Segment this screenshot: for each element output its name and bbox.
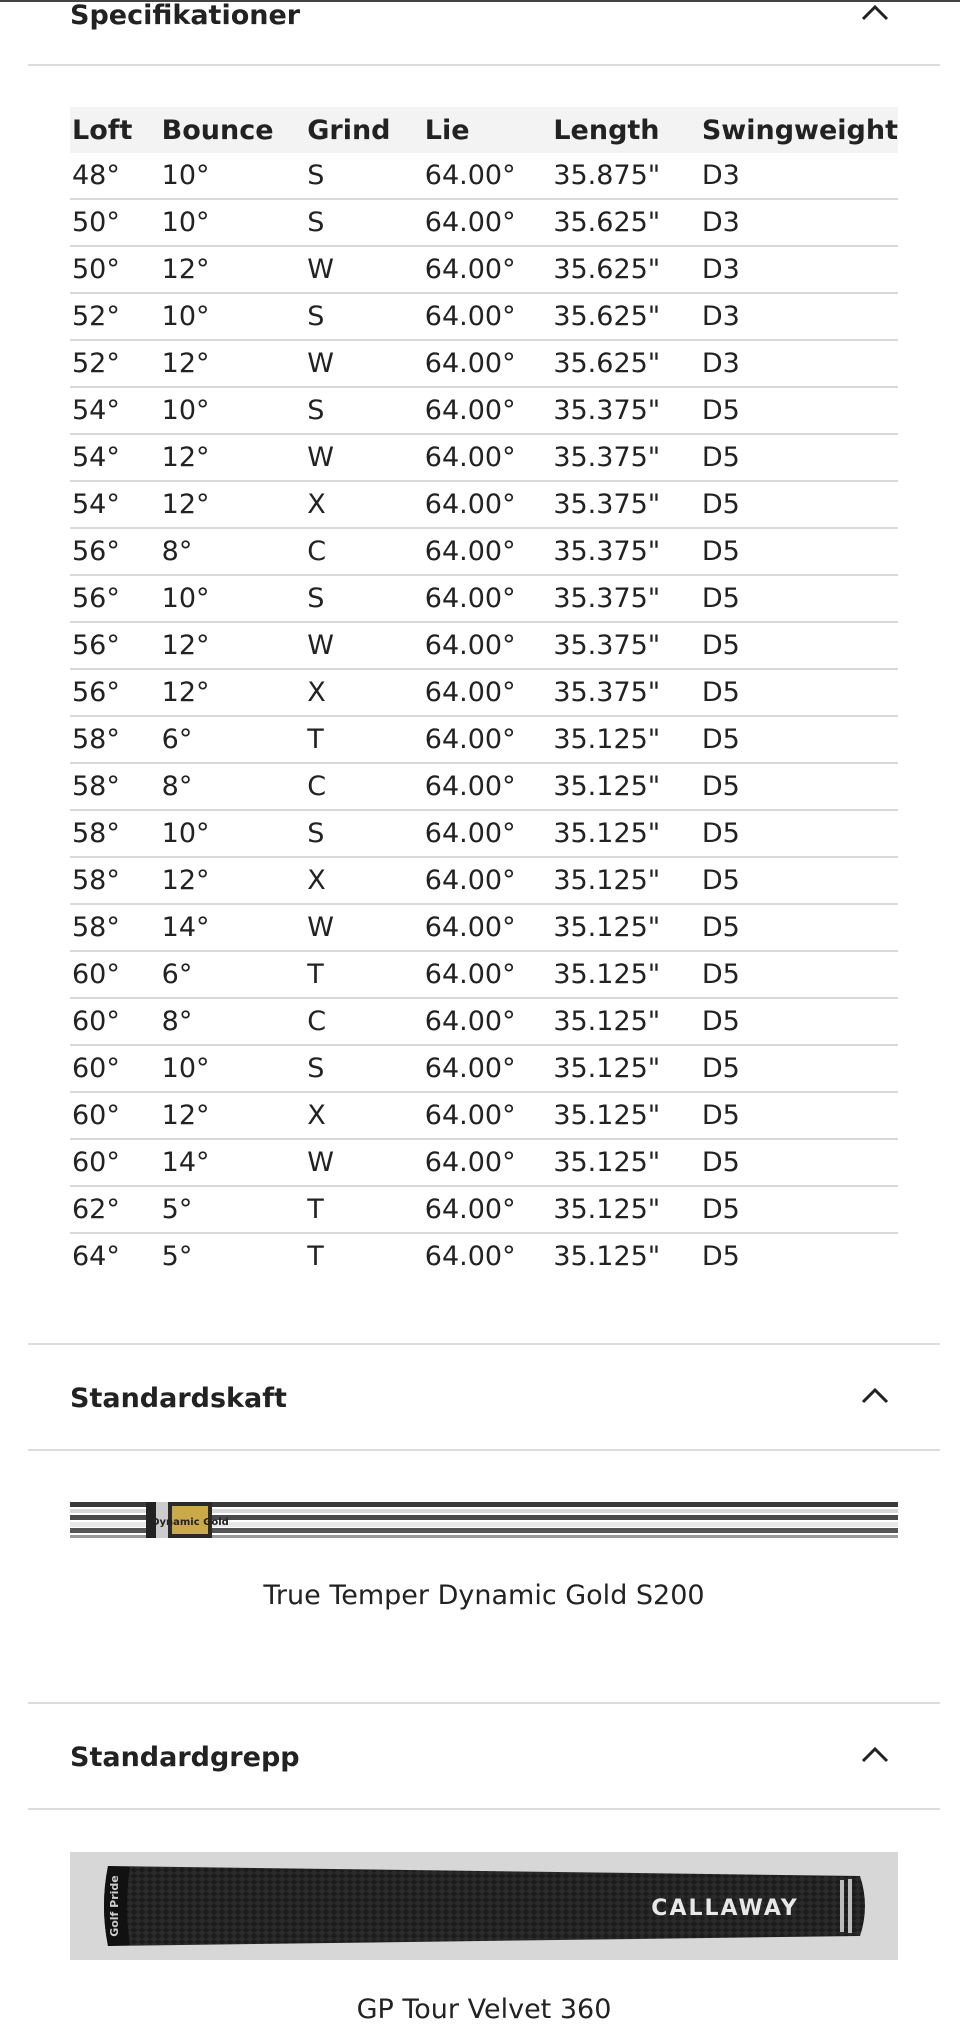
cell-lie: 64.00°	[423, 153, 552, 199]
cell-bounce: 10°	[160, 1045, 306, 1092]
table-row	[70, 622, 898, 669]
specs-section-header[interactable]	[28, 0, 940, 66]
cell-bounce: 12°	[160, 857, 306, 904]
specs-section-title: Specifikationer	[70, 0, 301, 31]
cell-length: 35.125"	[551, 1045, 700, 1092]
cell-lie: 64.00°	[423, 528, 552, 575]
svg-text:Golf Pride: Golf Pride	[108, 1875, 121, 1937]
cell-grind: T	[307, 1241, 324, 1272]
cell-bounce: 6°	[160, 951, 306, 998]
cell-lie: 64.00°	[423, 1186, 552, 1233]
cell-swingweight: D3	[700, 153, 898, 199]
cell-swingweight: D5	[701, 1241, 740, 1272]
cell-bounce: 12°	[160, 622, 306, 669]
table-row	[70, 1233, 898, 1279]
cell-length: 35.375"	[551, 622, 700, 669]
table-row	[70, 810, 898, 857]
grip-section-header[interactable]	[28, 1704, 940, 1810]
cell-lie: 64.00°	[423, 293, 552, 340]
cell-grind: W	[305, 622, 423, 669]
cell-swingweight: D5	[700, 622, 898, 669]
cell-loft: 52°	[70, 340, 160, 387]
cell-bounce: 10°	[160, 293, 306, 340]
cell-loft: 56°	[70, 622, 160, 669]
cell-grind: S	[305, 810, 423, 857]
cell-loft: 58°	[70, 763, 160, 810]
cell-lie: 64.00°	[423, 387, 552, 434]
cell-length: 35.125"	[551, 857, 700, 904]
cell-bounce: 10°	[160, 153, 306, 199]
cell-lie: 64.00°	[423, 716, 552, 763]
table-row	[70, 1045, 898, 1092]
cell-bounce: 6°	[160, 716, 306, 763]
col-lie: Lie	[423, 107, 552, 153]
cell-bounce: 10°	[160, 575, 306, 622]
cell-loft: 58°	[70, 904, 160, 951]
cell-swingweight: D5	[700, 575, 898, 622]
cell-loft: 54°	[70, 387, 160, 434]
cell-length: 35.625"	[551, 293, 700, 340]
table-row	[70, 199, 898, 246]
cell-length: 35.125"	[551, 1186, 700, 1233]
cell-length: 35.125"	[551, 951, 700, 998]
cell-loft: 60°	[70, 951, 160, 998]
cell-loft: 50°	[70, 246, 160, 293]
cell-swingweight: D5	[700, 998, 898, 1045]
cell-swingweight: D3	[700, 293, 898, 340]
cell-length: 35.625"	[551, 340, 700, 387]
table-row	[70, 763, 898, 810]
cell-length: 35.375"	[551, 387, 700, 434]
cell-bounce: 12°	[160, 434, 306, 481]
cell-grind: S	[305, 153, 423, 199]
cell-length: 35.375"	[551, 481, 700, 528]
cell-swingweight: D5	[700, 857, 898, 904]
cell-bounce: 10°	[160, 199, 306, 246]
table-row	[70, 904, 898, 951]
cell-length: 35.375"	[551, 528, 700, 575]
chevron-up-icon[interactable]	[860, 1744, 890, 1764]
cell-grind: S	[305, 1045, 423, 1092]
cell-lie: 64.00°	[424, 1241, 516, 1272]
cell-length: 35.375"	[551, 669, 700, 716]
svg-text:CALLAWAY: CALLAWAY	[651, 1896, 799, 1921]
cell-loft: 56°	[70, 575, 160, 622]
cell-grind: T	[305, 1186, 423, 1233]
cell-bounce: 5°	[161, 1241, 193, 1272]
cell-bounce: 10°	[160, 810, 306, 857]
cell-length: 35.125"	[551, 716, 700, 763]
cell-length: 35.875"	[551, 153, 700, 199]
cell-grind: X	[305, 857, 423, 904]
cell-grind: C	[305, 998, 423, 1045]
chevron-up-icon[interactable]	[860, 2, 890, 22]
cell-swingweight: D3	[700, 246, 898, 293]
cell-lie: 64.00°	[423, 669, 552, 716]
cell-swingweight: D5	[700, 528, 898, 575]
table-row	[70, 857, 898, 904]
cell-bounce: 8°	[160, 998, 306, 1045]
table-row	[70, 340, 898, 387]
svg-text:Dynamic Gold: Dynamic Gold	[151, 1517, 229, 1528]
cell-bounce: 12°	[160, 669, 306, 716]
cell-grind: X	[305, 481, 423, 528]
table-row	[70, 387, 898, 434]
cell-loft: 52°	[70, 293, 160, 340]
cell-loft: 62°	[70, 1186, 160, 1233]
cell-bounce: 10°	[160, 387, 306, 434]
shaft-section-header[interactable]	[28, 1345, 940, 1451]
cell-swingweight: D5	[700, 763, 898, 810]
cell-lie: 64.00°	[423, 763, 552, 810]
cell-swingweight: D5	[700, 716, 898, 763]
cell-grind: T	[305, 716, 423, 763]
table-row	[70, 998, 898, 1045]
table-row	[70, 293, 898, 340]
cell-grind: S	[305, 575, 423, 622]
specs-table	[70, 107, 898, 1279]
cell-lie: 64.00°	[423, 857, 552, 904]
cell-lie: 64.00°	[423, 1045, 552, 1092]
cell-grind: X	[305, 669, 423, 716]
cell-lie: 64.00°	[423, 481, 552, 528]
cell-lie: 64.00°	[423, 340, 552, 387]
grip-section-title: Standardgrepp	[70, 1742, 300, 1773]
cell-grind: W	[305, 340, 423, 387]
table-row	[70, 528, 898, 575]
cell-grind: W	[305, 904, 423, 951]
cell-swingweight: D5	[700, 904, 898, 951]
table-row	[70, 434, 898, 481]
cell-loft: 64°	[72, 1241, 120, 1272]
table-row	[70, 716, 898, 763]
cell-lie: 64.00°	[423, 998, 552, 1045]
table-row	[70, 575, 898, 622]
cell-swingweight: D3	[700, 199, 898, 246]
specs-header-row	[70, 107, 898, 153]
cell-lie: 64.00°	[423, 434, 552, 481]
cell-lie: 64.00°	[423, 1139, 552, 1186]
table-row	[70, 669, 898, 716]
cell-loft: 48°	[70, 153, 160, 199]
cell-swingweight: D5	[700, 387, 898, 434]
grip-name: GP Tour Velvet 360	[356, 1994, 612, 2025]
cell-grind: S	[305, 293, 423, 340]
cell-grind: W	[305, 246, 423, 293]
cell-length: 35.125"	[551, 904, 700, 951]
table-row	[70, 1092, 898, 1139]
cell-bounce: 12°	[160, 246, 306, 293]
cell-grind: X	[305, 1092, 423, 1139]
col-swingweight: Swingweight	[700, 107, 898, 153]
cell-bounce: 12°	[160, 481, 306, 528]
cell-bounce: 5°	[160, 1186, 306, 1233]
cell-loft: 58°	[70, 810, 160, 857]
col-length: Length	[551, 107, 700, 153]
cell-bounce: 14°	[160, 904, 306, 951]
table-row	[70, 246, 898, 293]
cell-lie: 64.00°	[423, 951, 552, 998]
chevron-up-icon[interactable]	[860, 1385, 890, 1405]
cell-loft: 54°	[70, 481, 160, 528]
cell-length: 35.625"	[551, 199, 700, 246]
cell-bounce: 8°	[160, 528, 306, 575]
cell-bounce: 8°	[160, 763, 306, 810]
cell-swingweight: D5	[700, 1045, 898, 1092]
cell-grind: W	[305, 434, 423, 481]
cell-swingweight: D5	[700, 1186, 898, 1233]
cell-swingweight: D5	[700, 951, 898, 998]
cell-grind: T	[305, 951, 423, 998]
cell-loft: 60°	[70, 1045, 160, 1092]
cell-grind: W	[305, 1139, 423, 1186]
cell-lie: 64.00°	[423, 199, 552, 246]
cell-loft: 58°	[70, 857, 160, 904]
cell-loft: 50°	[70, 199, 160, 246]
cell-length: 35.125"	[553, 1241, 661, 1272]
shaft-image	[70, 1500, 898, 1540]
cell-swingweight: D3	[700, 340, 898, 387]
cell-loft: 56°	[70, 669, 160, 716]
cell-lie: 64.00°	[423, 575, 552, 622]
cell-bounce: 14°	[160, 1139, 306, 1186]
cell-swingweight: D5	[700, 434, 898, 481]
table-row	[70, 1139, 898, 1186]
specs-table-body	[70, 153, 898, 1279]
table-row	[70, 153, 898, 199]
col-grind: Grind	[305, 107, 423, 153]
cell-grind: C	[305, 763, 423, 810]
cell-grind: S	[305, 387, 423, 434]
cell-loft: 60°	[70, 1092, 160, 1139]
cell-loft: 56°	[70, 528, 160, 575]
cell-bounce: 12°	[160, 1092, 306, 1139]
cell-swingweight: D5	[700, 481, 898, 528]
cell-swingweight: D5	[700, 1139, 898, 1186]
table-row	[70, 1186, 898, 1233]
cell-grind: S	[305, 199, 423, 246]
table-row	[70, 951, 898, 998]
cell-grind: C	[305, 528, 423, 575]
cell-lie: 64.00°	[423, 246, 552, 293]
col-loft: Loft	[70, 107, 160, 153]
cell-loft: 58°	[70, 716, 160, 763]
cell-swingweight: D5	[700, 1092, 898, 1139]
cell-bounce: 12°	[160, 340, 306, 387]
cell-swingweight: D5	[700, 669, 898, 716]
grip-image	[70, 1852, 898, 1960]
cell-lie: 64.00°	[423, 810, 552, 857]
cell-loft: 60°	[70, 998, 160, 1045]
cell-loft: 54°	[70, 434, 160, 481]
cell-length: 35.125"	[551, 810, 700, 857]
cell-lie: 64.00°	[423, 622, 552, 669]
cell-length: 35.125"	[551, 1139, 700, 1186]
table-row	[70, 481, 898, 528]
cell-loft: 60°	[70, 1139, 160, 1186]
cell-length: 35.375"	[551, 434, 700, 481]
cell-swingweight: D5	[700, 810, 898, 857]
cell-lie: 64.00°	[423, 1092, 552, 1139]
col-bounce: Bounce	[160, 107, 306, 153]
shaft-section-title: Standardskaft	[70, 1383, 287, 1414]
shaft-name: True Temper Dynamic Gold S200	[263, 1580, 705, 1611]
cell-length: 35.125"	[551, 763, 700, 810]
cell-length: 35.625"	[551, 246, 700, 293]
cell-length: 35.125"	[551, 1092, 700, 1139]
cell-lie: 64.00°	[423, 904, 552, 951]
cell-length: 35.375"	[551, 575, 700, 622]
cell-length: 35.125"	[551, 998, 700, 1045]
